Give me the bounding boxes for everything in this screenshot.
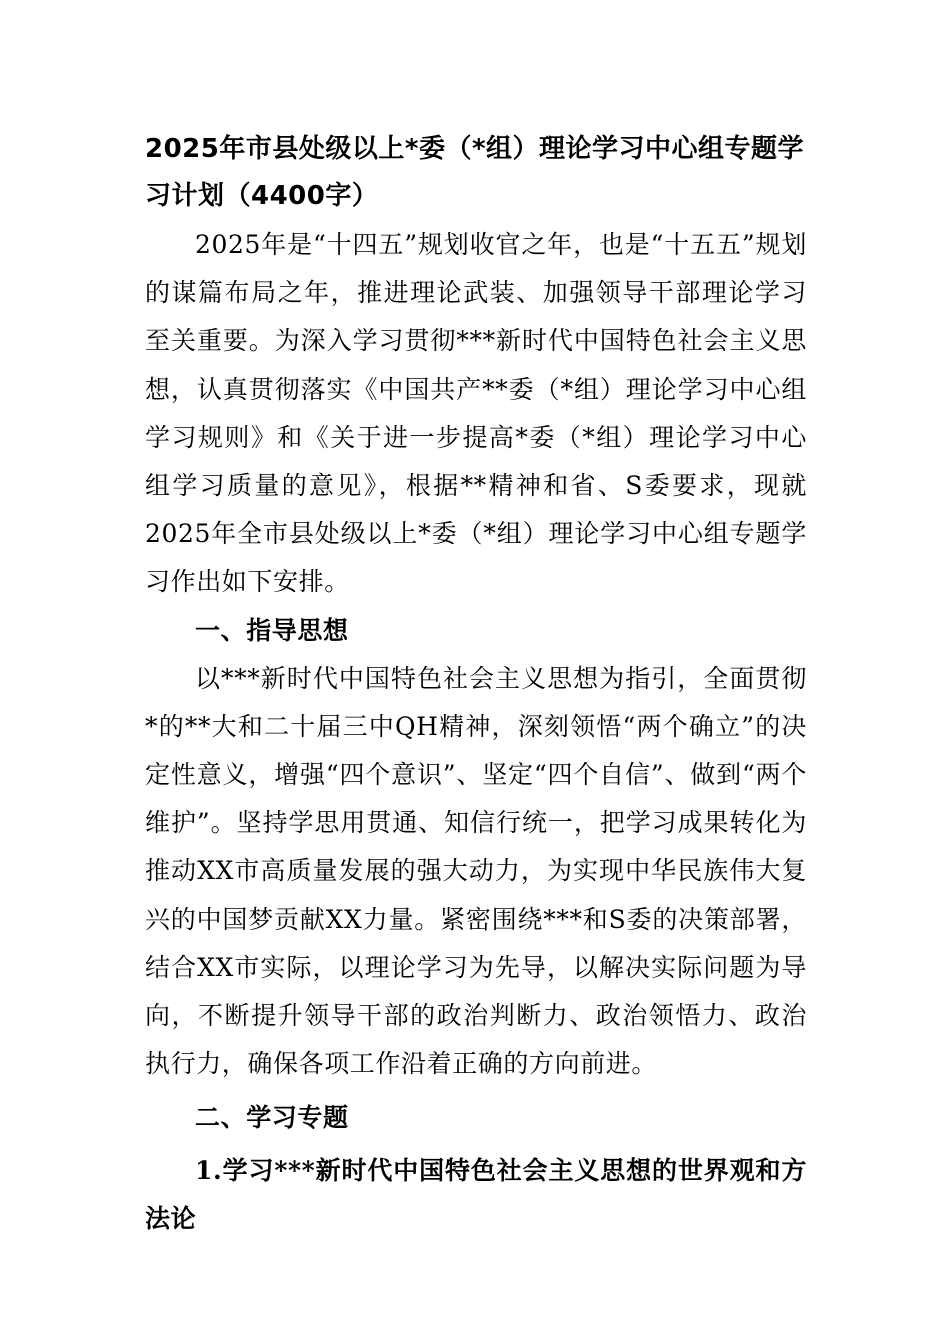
section-heading-guiding-ideology: 一、指导思想 (195, 615, 349, 645)
document-title: 2025年市县处级以上*委（*组）理论学习中心组专题学习计划（4400字） (145, 134, 805, 211)
guiding-ideology-paragraph: 以***新时代中国特色社会主义思想为指引，全面贯彻*的**大和二十届三中QH精神，深刻领悟“两个确立”的决定性意义，增强“四个意识”、坚定“四个自信”、做到“两个维护”。坚持学思用贯通、知信行统一，把学习成果转化为推动XX市高质量发展的强大动力，为实现中华民族伟大复兴的中国梦贡献XX力量。紧密围绕***和S委的决策部署，结合XX市实际，以理论学习为先导，以解决实际问题为导向，不断提升领导干部的政治判断力、政治领悟力、政治执行力，确保各项工作沿着正确的方向前进。 (145, 663, 807, 1079)
document-body (145, 126, 807, 1243)
study-topic-1-heading: 1.学习***新时代中国特色社会主义思想的世界观和方法论 (145, 1156, 807, 1234)
intro-paragraph: 2025年是“十四五”规划收官之年，也是“十五五”规划的谋篇布局之年，推进理论武装、加强领导干部理论学习至关重要。为深入学习贯彻***新时代中国特色社会主义思想，认真贯彻落实《中国共产**委（*组）理论学习中心组学习规则》和《关于进一步提高*委（*组）理论学习中心组学习质量的意见》，根据**精神和省、S委要求，现就2025年全市县处级以上*委（*组）理论学习中心组专题学习作出如下安排。 (145, 230, 807, 597)
section-heading-study-topics: 二、学习专题 (195, 1103, 349, 1133)
